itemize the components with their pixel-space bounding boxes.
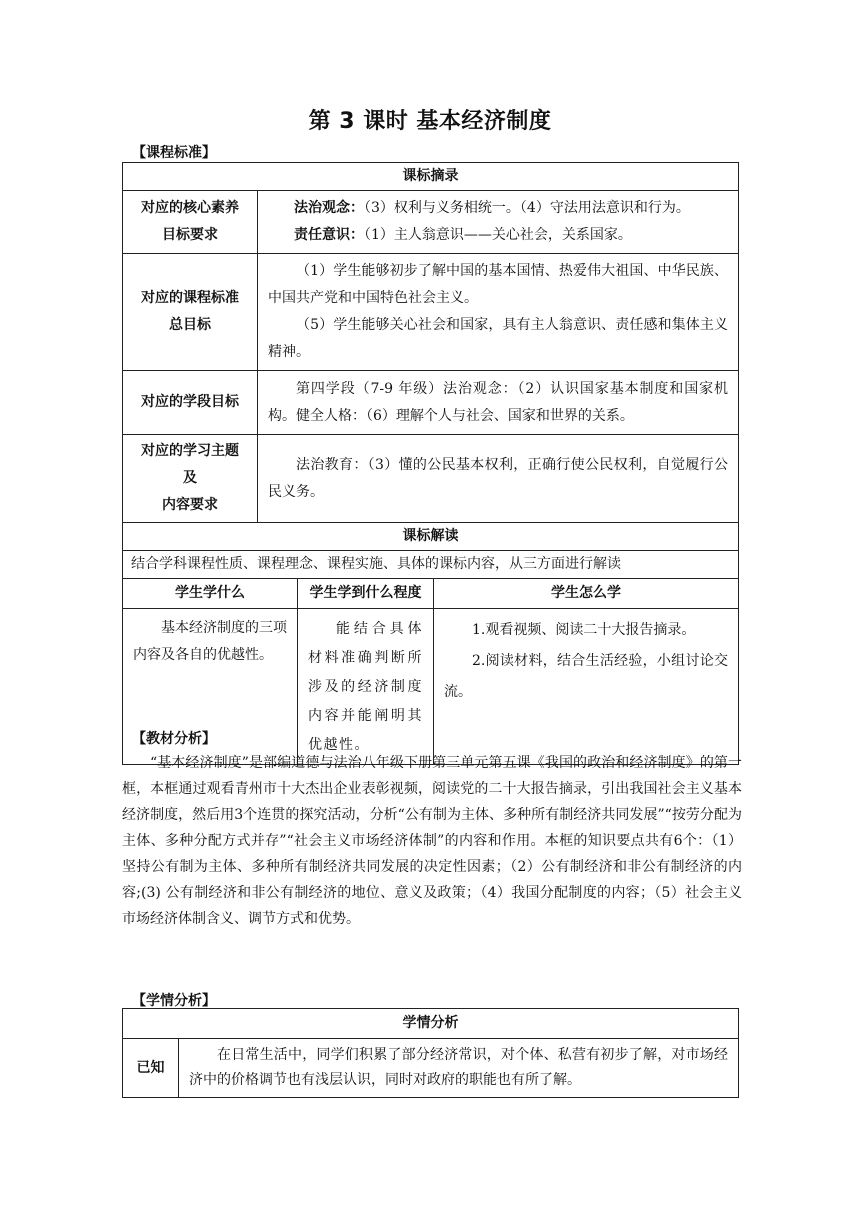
- known-text: 在日常生活中，同学们积累了部分经济常识，对个体、私营有初步了解，对市场经济中的价格调节也有浅层认识，同时对政府的职能也有所了解。: [179, 1039, 739, 1098]
- row-label-stage-goals: 对应的学段目标: [123, 371, 258, 435]
- overall-goals-content: （1）学生能够初步了解中国的基本国情、热爱伟大祖国、中华民族、中国共产党和中国特色社会主义。 （5）学生能够关心社会和国家，具有主人翁意识、责任感和集体主义精神。: [258, 254, 739, 371]
- row-label-learning-theme: 对应的学习主题 及 内容要求: [123, 435, 258, 523]
- col-head-what: 学生学什么: [123, 579, 298, 609]
- cell-degree: 能结合具体材料准确判断所涉及的经济制度内容并能阐明其优越性。: [298, 609, 434, 765]
- row-label-overall-goals: 对应的课程标准 总目标: [123, 254, 258, 371]
- stage-goals-content: 第四学段（7-9 年级）法治观念：（2）认识国家基本制度和国家机构。健全人格：（6）理解个人与社会、国家和世界的关系。: [258, 371, 739, 435]
- core-literacy-content: 法治观念：（3）权利与义务相统一。（4）守法用法意识和行为。 责任意识：（1）主人翁意识——关心社会，关系国家。: [258, 191, 739, 254]
- cell-what: 基本经济制度的三项内容及各自的优越性。: [123, 609, 298, 765]
- learner-table: [122, 1008, 739, 1098]
- learning-theme-content: 法治教育：（3）懂的公民基本权利，正确行使公民权利，自觉履行公民义务。: [258, 435, 739, 523]
- rule-of-law-label: 法治观念：: [294, 200, 364, 216]
- section-label-learner: 【学情分析】: [132, 993, 216, 1009]
- material-analysis-text: “基本经济制度”是部编道德与法治八年级下册第三单元第五课《我国的政治和经济制度》的第一框，本框通过观看青州市十大杰出企业表彰视频，阅读党的二十大报告摘录，引出我国社会主义基本经济制度，然后用3个连贯的探究活动，分析“公有制为主体、多种所有制经济共同发展”“按劳分配为主体、多种分配方式并存”“社会主义市场经济体制”的内容和作用。本框的知识要点共有6个：（1）坚持公有制为主体、多种所有制经济共同发展的决定性因素；（2）公有制经济和非公有制经济的内容;(3) 公有制经济和非公有制经济的地位、意义及政策；（4）我国分配制度的内容；（5）社会主义市场经济体制含义、调节方式和优势。: [122, 755, 742, 927]
- excerpt-header: 课标摘录: [123, 163, 739, 191]
- row-label-core-literacy: 对应的核心素养 目标要求: [123, 191, 258, 254]
- interpret-header: 课标解读: [123, 523, 739, 551]
- learner-header: 学情分析: [123, 1009, 739, 1039]
- cell-how: 1.观看视频、阅读二十大报告摘录。 2.阅读材料，结合生活经验，小组讨论交流。: [434, 609, 739, 765]
- section-label-standard: 【课程标准】: [132, 145, 216, 161]
- col-head-how: 学生怎么学: [434, 579, 739, 609]
- col-head-degree: 学生学到什么程度: [298, 579, 434, 609]
- known-label: 已知: [123, 1039, 179, 1098]
- section-label-material: 【教材分析】: [132, 731, 216, 747]
- standard-table: [122, 162, 739, 765]
- page-title: 第 3 课时 基本经济制度: [308, 109, 552, 134]
- interpret-text: 结合学科课程性质、课程理念、课程实施、具体的课标内容，从三方面进行解读: [123, 551, 739, 579]
- responsibility-label: 责任意识：: [294, 227, 364, 243]
